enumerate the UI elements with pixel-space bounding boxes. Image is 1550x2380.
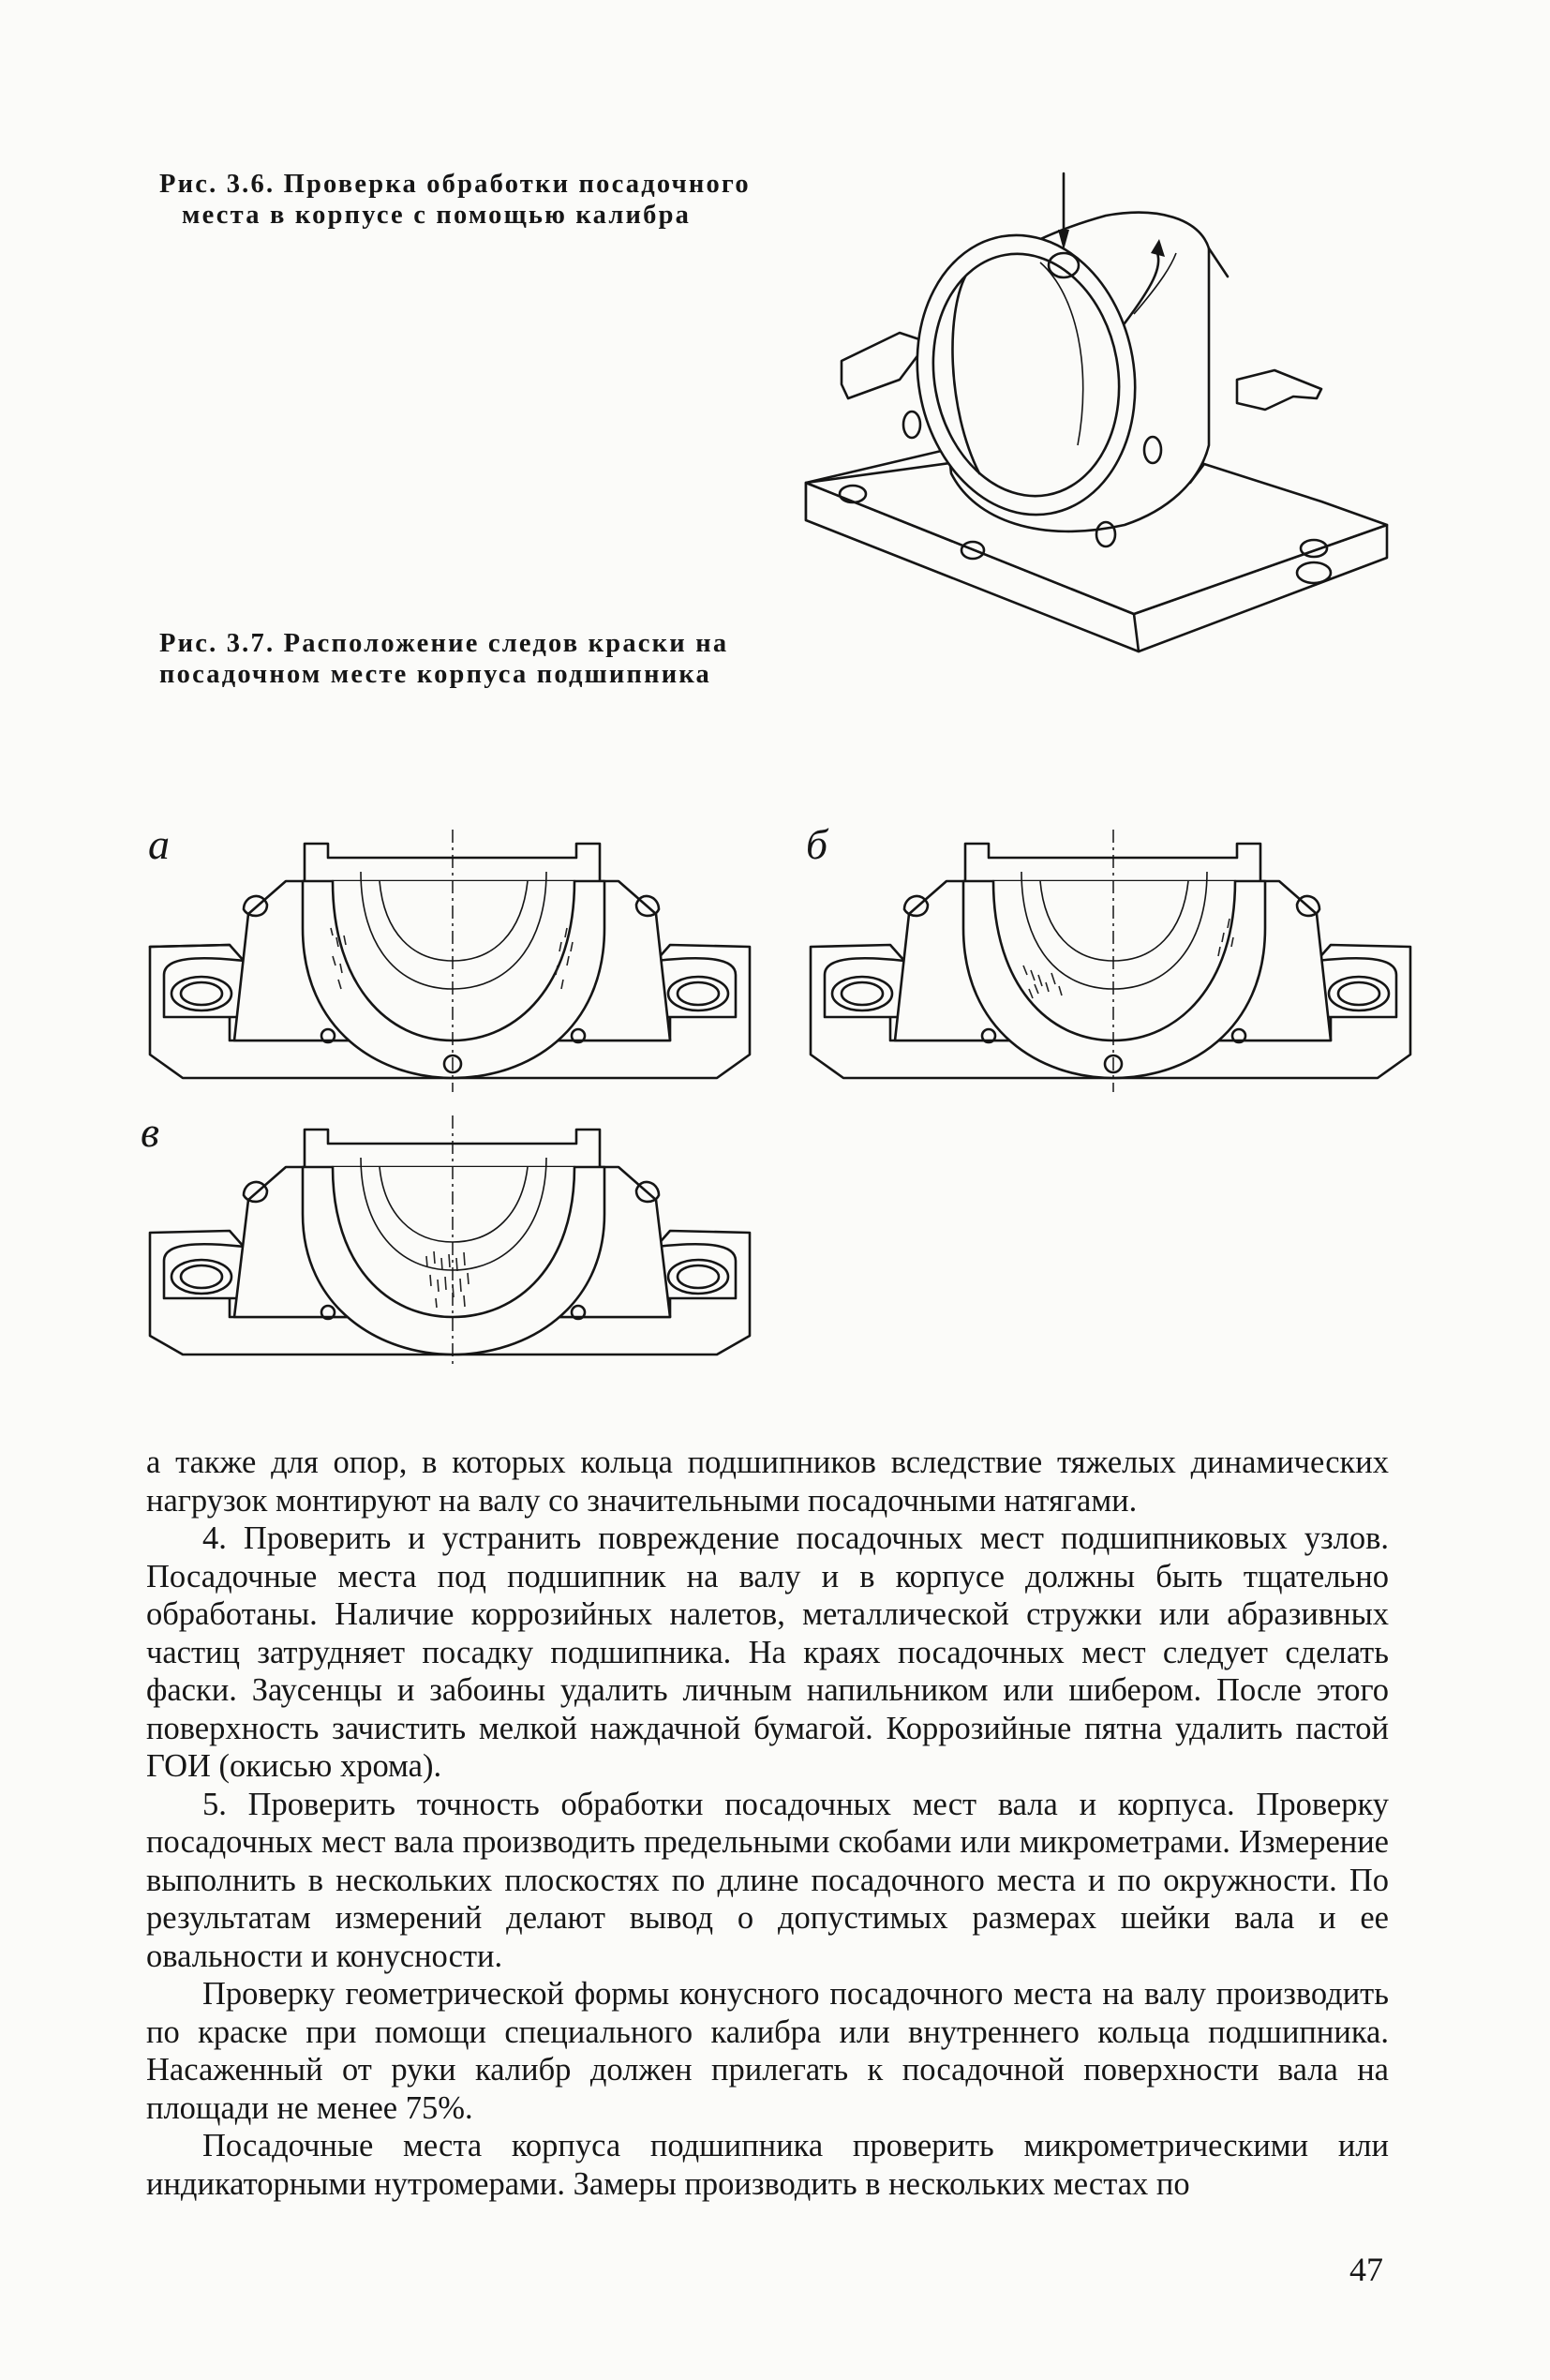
- bearing-housing-section-v: [145, 1115, 754, 1369]
- paragraph-step-4: 4. Проверить и устранить повреждение посадочных мест подшипниковых узлов. Посадочные места под подшипник на валу и в корпусе должны быть тщательно обработаны. Наличие коррозийных налетов, металлической стружки или абразивных частиц затрудняет посадку подшипника. На краях посадочных мест следует сделать фаски. Заусенцы и забоины удалить личным напильником или шибером. После этого поверхность зачистить мелкой наждачной бумагой. Коррозийные пятна удалить пастой ГОИ (окисью хрома).: [146, 1520, 1389, 1784]
- figure-3-7-caption-line-1: Рис. 3.7. Расположение следов краски на: [159, 629, 729, 658]
- panel-label-b: б: [806, 820, 828, 868]
- figure-3-6-caption-line-1: Рис. 3.6. Проверка обработки посадочного: [159, 170, 751, 199]
- paragraph-step-5: 5. Проверить точность обработки посадочных мест вала и корпуса. Проверку посадочных мест вала производить предельными скобами или микрометрами. Измерение выполнить в нескольких плоскостях по длине посадочного места и по окружности. По результатам измерений делают вывод о допустимых размерах шейки вала и ее овальности и конусности.: [146, 1786, 1389, 1974]
- figure-3-7-caption: [159, 628, 728, 690]
- bearing-housing-section-b: [806, 820, 1415, 1097]
- paragraph-cone-check: Проверку геометрической формы конусного посадочного места на валу производить по краске при помощи специального калибра или внутреннего кольца подшипника. Насаженный от руки калибр должен прилегать к посадочной поверхности вала на площади не менее 75%.: [146, 1976, 1389, 2126]
- body-text: [146, 1444, 1389, 2203]
- bearing-housing-gauge-drawing: [797, 164, 1396, 698]
- bearing-housing-section-a: [145, 820, 754, 1097]
- figure-3-7-caption-line-2: посадочном месте корпуса подшипника: [159, 660, 711, 689]
- panel-label-v: в: [141, 1108, 159, 1156]
- figure-3-6-caption-line-2: места в корпусе с помощью калибра: [182, 201, 692, 230]
- page-number: 47: [1349, 2251, 1383, 2288]
- paragraph-housing-check: Посадочные места корпуса подшипника проверить микрометрическими или индикаторными нутромерами. Замеры производить в нескольких местах по: [146, 2128, 1389, 2202]
- figure-3-6-caption: [159, 169, 751, 231]
- paragraph-continuation: а также для опор, в которых кольца подшипников вследствие тяжелых динамических нагрузок монтируют на валу со значительными посадочными натягами.: [146, 1444, 1389, 1519]
- panel-label-a: а: [148, 820, 170, 868]
